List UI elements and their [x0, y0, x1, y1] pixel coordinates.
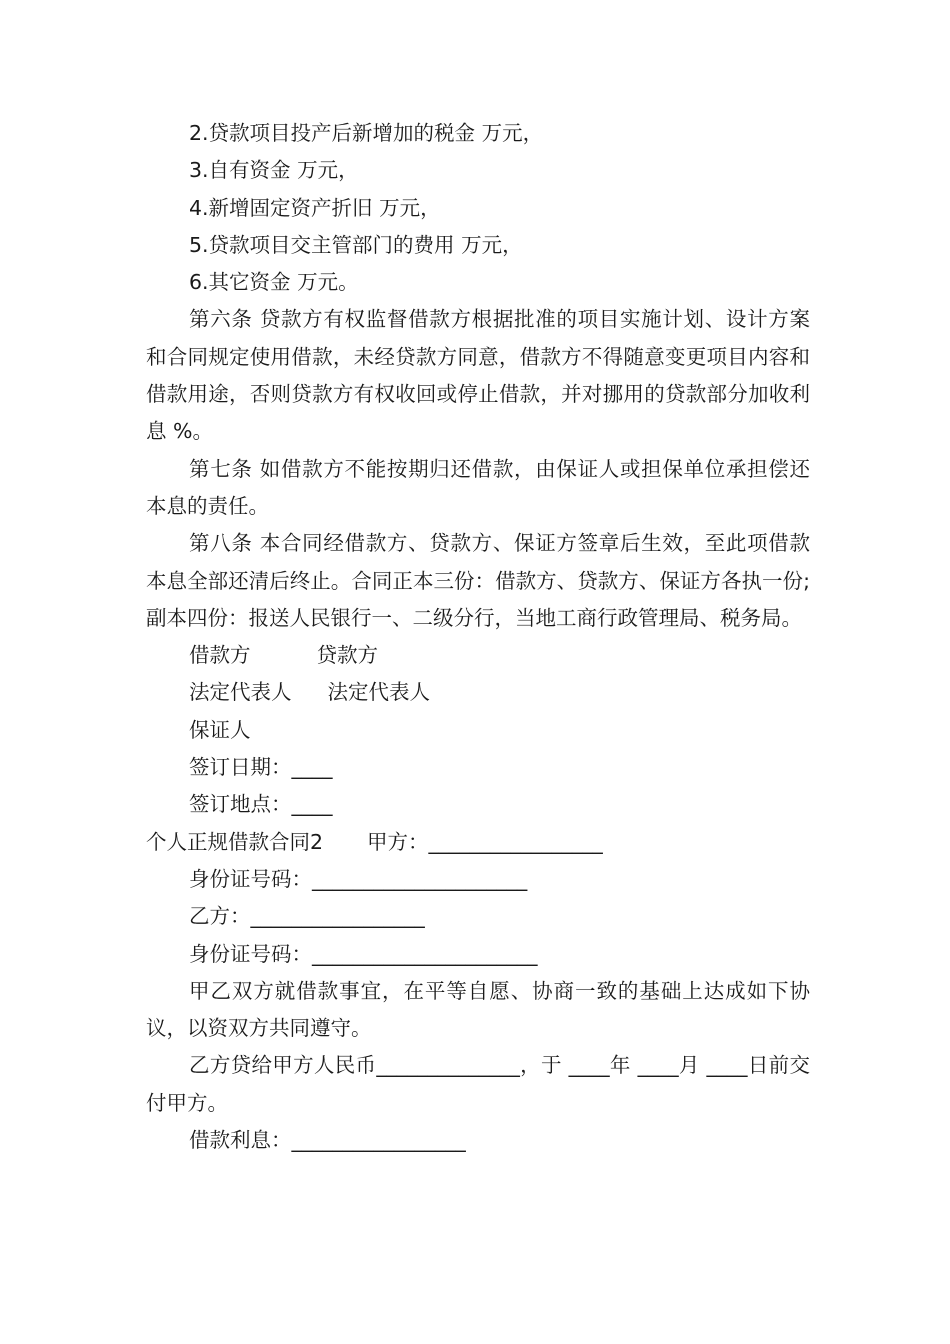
list-item-other-funds: 6.其它资金 万元。 — [189, 270, 359, 295]
article-6: 第六条 贷款方有权监督借款方根据批准的项目实施计划、设计方案和合同规定使用借款，未经贷款方同意，借款方不得随意变更项目内容和借款用途，否则贷款方有权收回或停止借款，并对挪用的贷款部分加收利息 %。 — [146, 307, 810, 444]
party-a-field: 甲方：_________________ — [367, 829, 603, 854]
article-7: 第七条 如借款方不能按期归还借款，由保证人或担保单位承担偿还本息的责任。 — [146, 456, 810, 518]
article-8: 第八条 本合同经借款方、贷款方、保证方签章后生效，至此项借款本息全部还清后终止。合同正本三份：借款方、贷款方、保证方各执一份;副本四份：报送人民银行一、二级分行，当地工商行政管理局、税务局。 — [146, 531, 810, 630]
lender-rep-label: 法定代表人 — [327, 680, 430, 705]
list-item-tax: 2.贷款项目投产后新增加的税金 万元， — [189, 121, 544, 145]
contract2-title-row — [146, 824, 810, 861]
party-b-id-field: 身份证号码：______________________ — [189, 941, 538, 966]
document-page — [146, 115, 810, 1159]
list-item-fees: 5.贷款项目交主管部门的费用 万元， — [189, 232, 523, 257]
interest-field: 借款利息：_________________ — [189, 1128, 466, 1153]
sign-place: 签订地点：____ — [189, 792, 333, 817]
lender-label: 贷款方 — [316, 643, 378, 668]
borrower-label: 借款方 — [189, 643, 251, 668]
party-a-id-field: 身份证号码：_____________________ — [189, 866, 528, 891]
list-item-depreciation: 4.新增固定资产折旧 万元， — [189, 195, 441, 220]
signature-row-parties — [146, 637, 810, 674]
party-b-field: 乙方：_________________ — [189, 904, 425, 929]
agreement-paragraph: 甲乙双方就借款事宜，在平等自愿、协商一致的基础上达成如下协议，以资双方共同遵守。 — [146, 978, 810, 1041]
loan-terms-paragraph: 乙方贷给甲方人民币______________，于 ____年 ____月 ____日前交付甲方。 — [146, 1053, 810, 1115]
sign-date: 签订日期：____ — [189, 755, 333, 780]
list-item-own-funds: 3.自有资金 万元， — [189, 158, 359, 183]
signature-row-representatives — [146, 674, 810, 711]
guarantor-label: 保证人 — [189, 717, 251, 742]
contract2-title: 个人正规借款合同2 — [146, 829, 324, 854]
borrower-rep-label: 法定代表人 — [189, 680, 292, 705]
